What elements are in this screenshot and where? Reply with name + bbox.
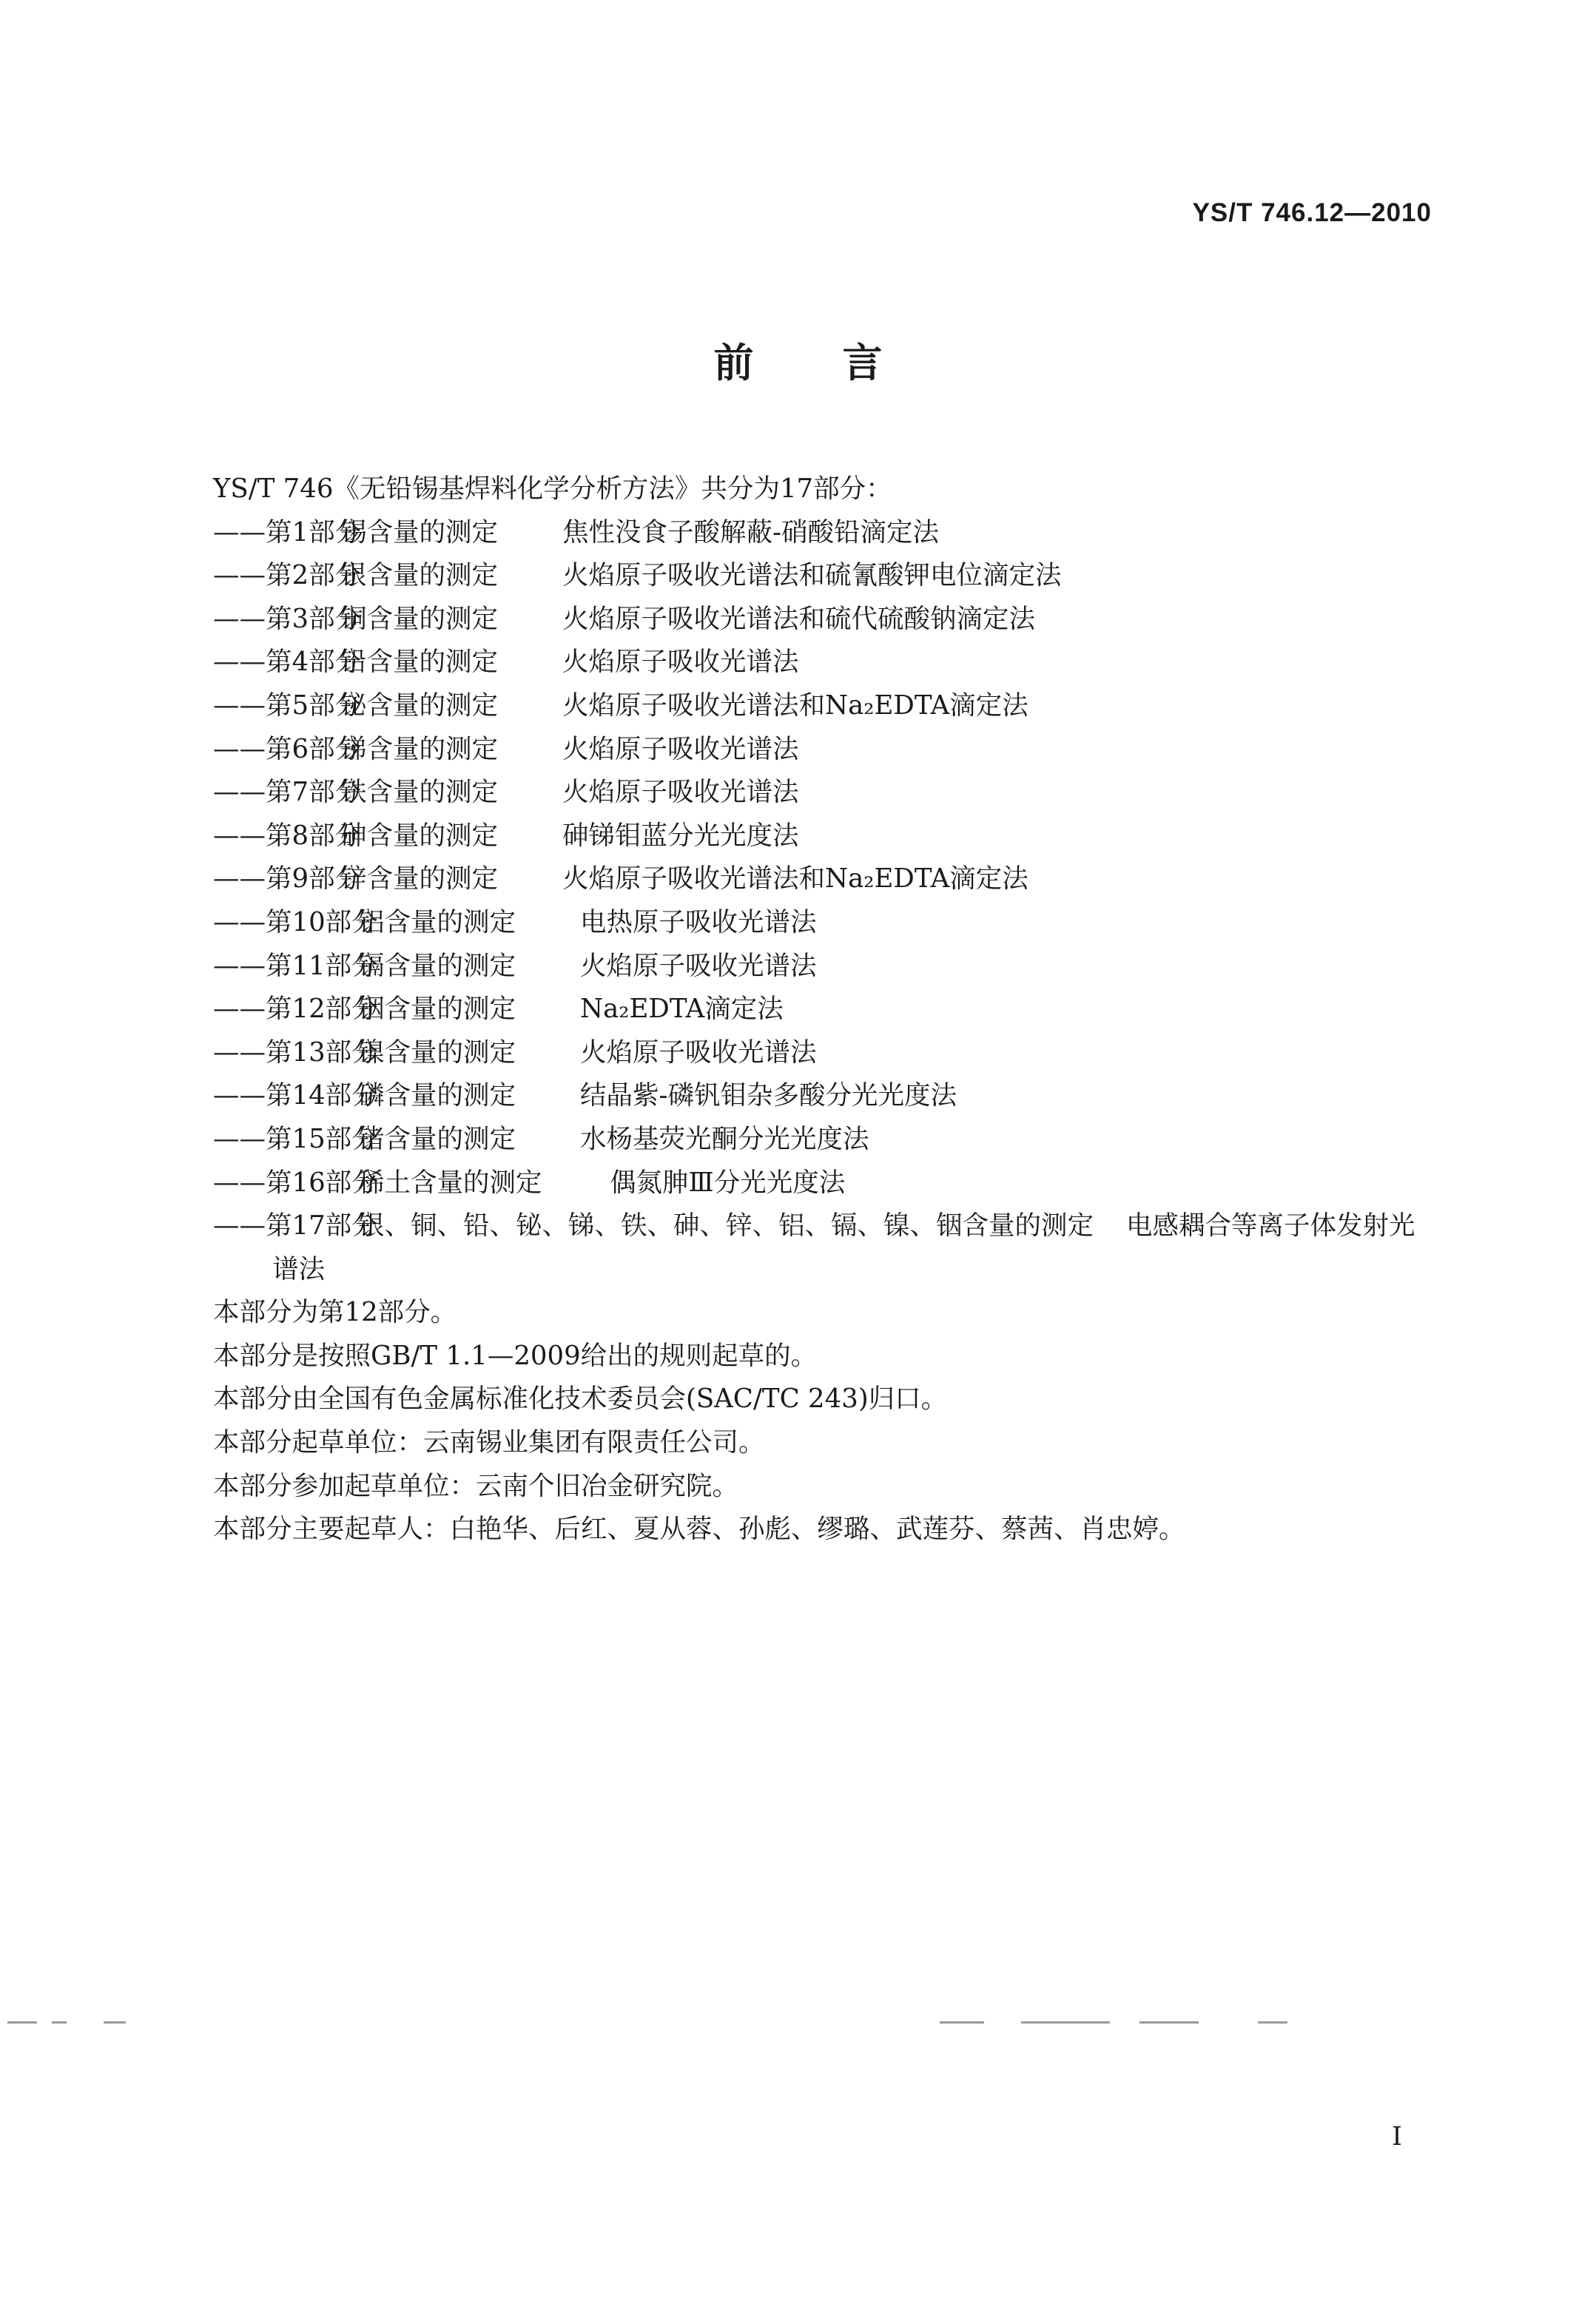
part-number: ——第10部分	[213, 906, 378, 937]
part-method: Na₂EDTA滴定法	[580, 994, 784, 1025]
part-subject: 锌含量的测定	[340, 863, 499, 895]
part-method: 焦性没食子酸解蔽-硝酸铅滴定法	[562, 516, 939, 548]
part-number: ——第9部分	[213, 863, 362, 895]
part-line	[213, 1031, 1441, 1075]
part-method: 水杨基荧光酮分光光度法	[580, 1123, 869, 1154]
part-line	[213, 945, 1441, 988]
part-method: 偶氮胂Ⅲ分光光度法	[610, 1167, 846, 1198]
part-line	[213, 641, 1441, 684]
page-number: I	[1392, 2122, 1402, 2152]
part-subject: 铟含量的测定	[358, 994, 516, 1025]
part-line	[213, 728, 1441, 772]
part-subject: 镉含量的测定	[358, 950, 516, 981]
part-17-line	[213, 1205, 1441, 1248]
part-number: ——第2部分	[213, 560, 362, 591]
part-subject: 锑含量的测定	[340, 733, 499, 764]
part-method: 结晶紫-磷钒钼杂多酸分光光度法	[580, 1080, 957, 1111]
part-subject: 砷含量的测定	[340, 820, 499, 851]
part-subject: 银含量的测定	[340, 560, 499, 591]
part-number: ——第13部分	[213, 1037, 378, 1068]
statement-1: 本部分为第12部分。	[213, 1297, 457, 1328]
part-number: ——第14部分	[213, 1080, 378, 1111]
part-line	[213, 1074, 1441, 1118]
scan-artifact	[104, 2021, 126, 2024]
part-subject: 磷含量的测定	[358, 1080, 516, 1111]
part-line	[213, 901, 1441, 945]
part-number: ——第15部分	[213, 1123, 378, 1154]
part-subject: 稀土含量的测定	[358, 1167, 542, 1198]
scan-artifact	[1139, 2021, 1199, 2024]
part-line	[213, 815, 1441, 858]
part-line	[213, 598, 1441, 641]
part-number: ——第5部分	[213, 690, 362, 721]
part-line	[213, 858, 1441, 901]
part-number: ——第1部分	[213, 516, 362, 548]
statement-6: 本部分主要起草人：白艳华、后红、夏从蓉、孙彪、缪璐、武莲芬、蔡茜、肖忠婷。	[213, 1514, 1185, 1545]
part-number: ——第11部分	[213, 950, 378, 981]
standard-number: YS/T 746.12—2010	[1192, 198, 1432, 227]
statement-5: 本部分参加起草单位：云南个旧冶金研究院。	[213, 1470, 739, 1501]
part-number: ——第8部分	[213, 820, 362, 851]
statement-2: 本部分是按照GB/T 1.1—2009给出的规则起草的。	[213, 1340, 818, 1371]
scan-artifact	[940, 2021, 984, 2024]
part-method: 火焰原子吸收光谱法和硫代硫酸钠滴定法	[562, 603, 1036, 634]
part-line	[213, 988, 1441, 1031]
part-line	[213, 554, 1441, 598]
part-subject: 铋含量的测定	[340, 690, 499, 721]
statement-4: 本部分起草单位：云南锡业集团有限责任公司。	[213, 1427, 765, 1458]
scan-artifact	[52, 2021, 67, 2024]
part-method: 火焰原子吸收光谱法	[562, 733, 799, 764]
page-title: 前言	[713, 340, 972, 386]
part-subject: 铅含量的测定	[340, 647, 499, 678]
part-subject: 铝含量的测定	[358, 906, 516, 937]
part-subject: 镍含量的测定	[358, 1037, 516, 1068]
part-number: ——第12部分	[213, 994, 378, 1025]
part-number: ——第7部分	[213, 777, 362, 808]
part-line	[213, 771, 1441, 815]
parts-list	[213, 511, 1441, 1205]
part-number: ——第16部分	[213, 1167, 378, 1198]
intro-line: YS/T 746《无铅锡基焊料化学分析方法》共分为17部分：	[213, 474, 892, 504]
part-method: 火焰原子吸收光谱法	[562, 647, 799, 678]
part-method: 火焰原子吸收光谱法和Na₂EDTA滴定法	[562, 863, 1028, 895]
part-method: 火焰原子吸收光谱法和硫氰酸钾电位滴定法	[562, 560, 1062, 591]
part-subject: 铜含量的测定	[340, 603, 499, 634]
part-method: 火焰原子吸收光谱法	[580, 1037, 817, 1068]
part-method: 电感耦合等离子体发射光	[1126, 1210, 1415, 1242]
part-method: 火焰原子吸收光谱法	[580, 950, 817, 981]
part-subject: 锡含量的测定	[340, 516, 499, 548]
part-subject: 银、铜、铅、铋、锑、铁、砷、锌、铝、镉、镍、铟含量的测定	[358, 1210, 1094, 1242]
part-subject: 锗含量的测定	[358, 1123, 516, 1154]
statement-3: 本部分由全国有色金属标准化技术委员会(SAC/TC 243)归口。	[213, 1384, 948, 1415]
scan-artifact	[7, 2021, 37, 2024]
part-number: ——第3部分	[213, 603, 362, 634]
part-method: 火焰原子吸收光谱法和Na₂EDTA滴定法	[562, 690, 1028, 721]
part-number: ——第6部分	[213, 733, 362, 764]
part-subject: 铁含量的测定	[340, 777, 499, 808]
part-17-continuation: 谱法	[272, 1253, 326, 1284]
part-line	[213, 684, 1441, 728]
part-method: 砷锑钼蓝分光光度法	[562, 820, 799, 851]
scan-artifact	[1021, 2021, 1110, 2024]
part-line	[213, 1118, 1441, 1162]
part-method: 火焰原子吸收光谱法	[562, 777, 799, 808]
part-line	[213, 1162, 1441, 1205]
part-number: ——第4部分	[213, 647, 362, 678]
part-number: ——第17部分	[213, 1210, 378, 1242]
part-line	[213, 511, 1441, 555]
foreword-body	[213, 468, 1441, 1552]
part-method: 电热原子吸收光谱法	[580, 906, 817, 937]
scan-artifact	[1258, 2021, 1287, 2024]
